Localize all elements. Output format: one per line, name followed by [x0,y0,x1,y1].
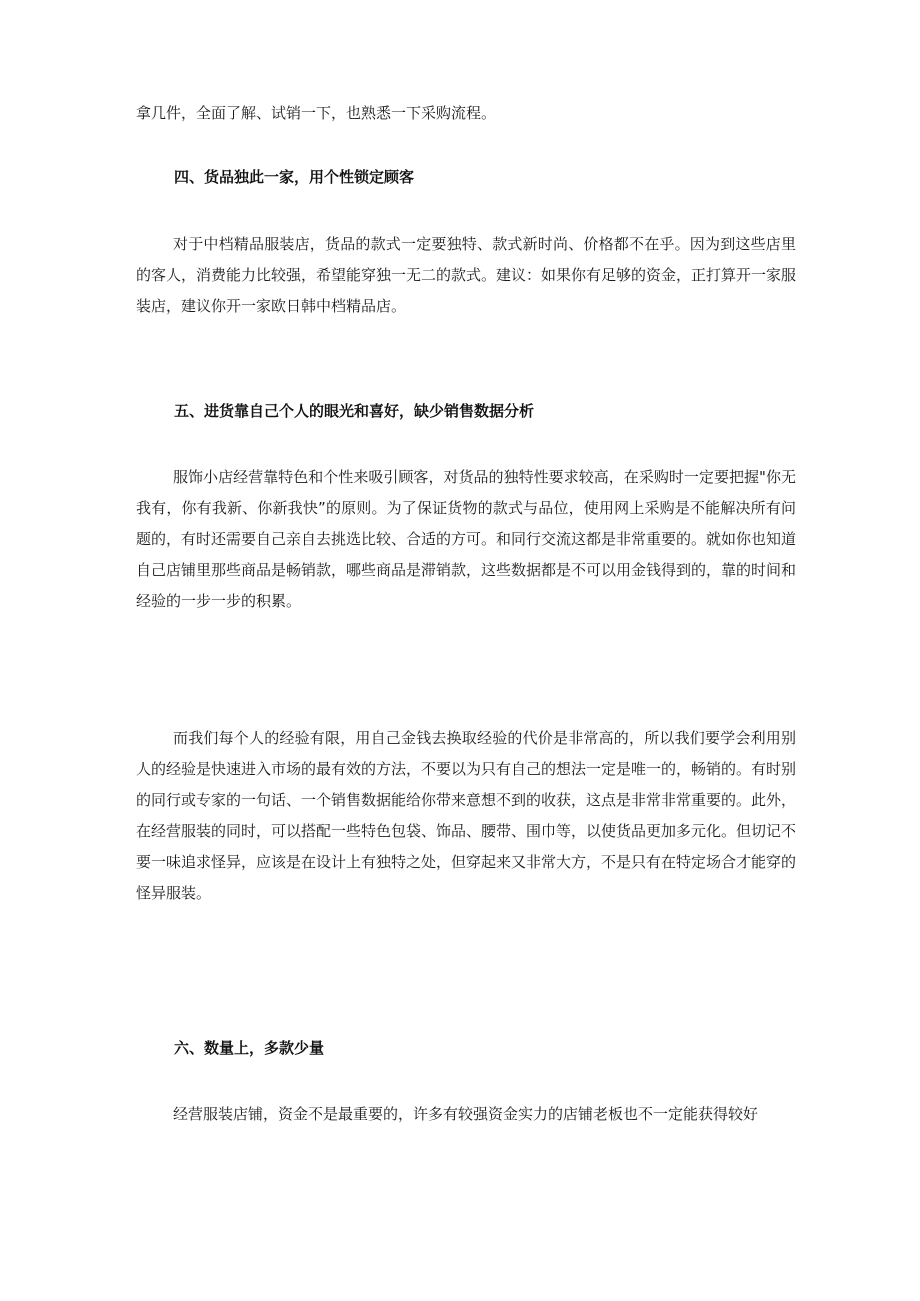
paragraph-section-6: 经营服装店铺，资金不是最重要的，许多有较强资金实力的店铺老板也不一定能获得较好 [173,1105,759,1123]
paragraph-intro: 拿几件，全面了解、试销一下，也熟悉一下采购流程。 [136,104,497,122]
section-heading-4: 四、货品独此一家，用个性锁定顾客 [174,168,415,186]
section-heading-5: 五、进货靠自己个人的眼光和喜好，缺少销售数据分析 [174,402,535,420]
section-heading-6: 六、数量上，多款少量 [174,1039,325,1057]
paragraph-section-5a: 服饰小店经营靠特色和个性来吸引顾客，对货品的独特性要求较高，在采购时一定要把握"你无我有，你有我新、你新我快”的原则。为了保证货物的款式与品位，使用网上采购是不能解决所有问题的，有时还需要自己亲自去挑选比较、合适的方可。和同行交流这都是非常重要的。就如你也知道自己店铺里那些商品是畅销款，哪些商品是滞销款，这些数据都是不可以用金钱得到的，靠的时间和经验的一步一步的积累。 [136,468,797,610]
paragraph-section-5b: 而我们每个人的经验有限，用自己金钱去换取经验的代价是非常高的，所以我们要学会利用别人的经验是快速进入市场的最有效的方法，不要以为只有自己的想法一定是唯一的，畅销的。有时别的同行或专家的一句话、一个销售数据能给你带来意想不到的收获，这点是非常非常重要的。此外，在经营服装的同时，可以搭配一些特色包袋、饰品、腰带、围巾等，以使货品更加多元化。但切记不要一味追求怪异，应该是在设计上有独特之处，但穿起来又非常大方，不是只有在特定场合才能穿的怪异服装。 [136,729,797,902]
paragraph-section-4: 对于中档精品服装店，货品的款式一定要独特、款式新时尚、价格都不在乎。因为到这些店里的客人，消费能力比较强，希望能穿独一无二的款式。建议：如果你有足够的资金，正打算开一家服装店，建议你开一家欧日韩中档精品店。 [136,235,797,315]
